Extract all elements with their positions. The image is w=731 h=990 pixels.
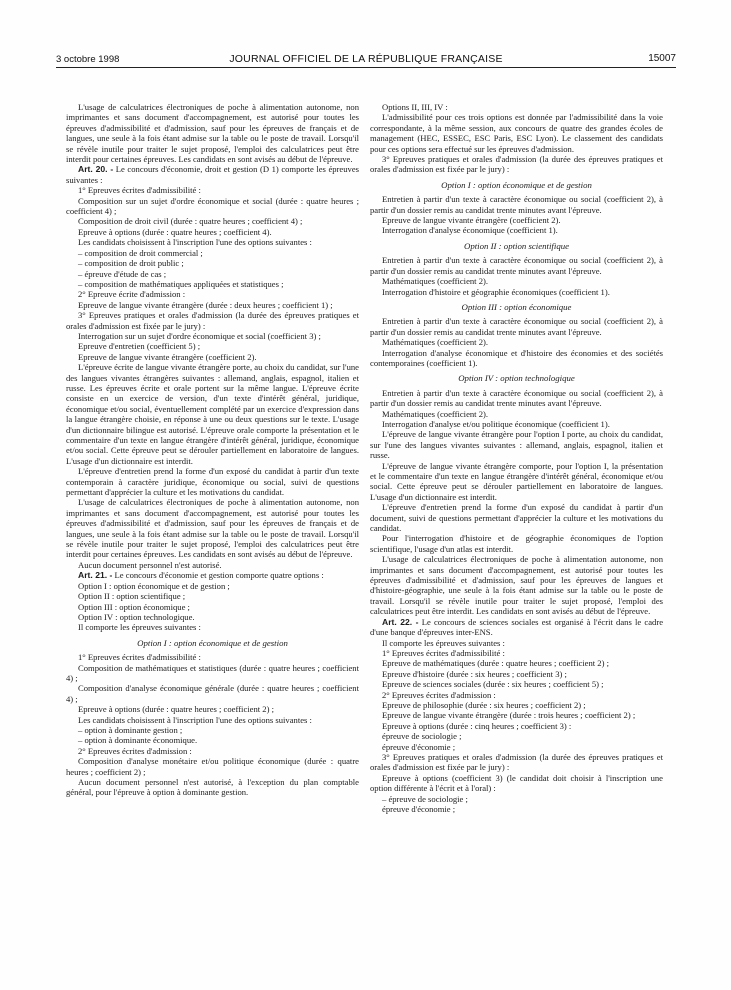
paragraph: – option à dominante gestion ; bbox=[78, 724, 183, 735]
paragraph: Aucun document personnel n'est autorisé, à l'exception du plan comptable général, pour l'épreuve à option à dominante gestion. bbox=[66, 777, 359, 798]
paragraph: Il comporte les épreuves suivantes : bbox=[78, 622, 201, 633]
section-heading: Option I : option économique et de gestion bbox=[441, 179, 592, 190]
section-heading: Option II : option scientifique bbox=[463, 240, 570, 251]
paragraph: Epreuve de mathématiques (durée : quatre heures ; coefficient 2) ; bbox=[382, 658, 609, 669]
paragraph: Option II : option scientifique ; bbox=[78, 591, 186, 602]
page-number: 15007 bbox=[648, 53, 676, 64]
paragraph: Interrogation sur un sujet d'ordre économique et social (coefficient 3) ; bbox=[78, 330, 321, 341]
paragraph: Epreuve à options (durée : quatre heures ; coefficient 4). bbox=[78, 226, 272, 237]
paragraph: 3° Epreuves pratiques et orales d'admission (la durée des épreuves pratiques et orales d'admission est fixée par le jury) : bbox=[370, 751, 663, 773]
journal-title: JOURNAL OFFICIEL DE LA RÉPUBLIQUE FRANÇAISE bbox=[229, 53, 503, 65]
paragraph: Epreuve de philosophie (durée : six heures ; coefficient 2) ; bbox=[382, 699, 586, 710]
paragraph: Composition de mathématiques et statistiques (durée : quatre heures ; coefficient 4) ; bbox=[66, 662, 359, 683]
paragraph: Options II, III, IV : bbox=[382, 102, 448, 112]
paragraph: Epreuve de langue vivante étrangère (coefficient 2). bbox=[78, 351, 257, 362]
paragraph: Entretien à partir d'un texte à caractère économique ou social (coefficient 2), à partir d'un dossier remis au candidat trente minutes avant l'épreuve. bbox=[370, 316, 663, 337]
paragraph: Interrogation d'analyse économique et d'histoire des économies et des sociétés contemporaines (coefficient 1). bbox=[370, 347, 663, 368]
paragraph: Entretien à partir d'un texte à caractère économique ou social (coefficient 2), à partir d'un dossier remis au candidat trente minutes avant l'épreuve. bbox=[370, 255, 663, 276]
paragraph: Epreuve de langue vivante étrangère (durée : trois heures ; coefficient 2) ; bbox=[382, 710, 636, 721]
article-paragraph bbox=[66, 164, 359, 185]
section-heading: Option IV : option technologique bbox=[458, 373, 575, 384]
paragraph: épreuve d'économie ; bbox=[382, 804, 456, 814]
paragraph: L'épreuve d'entretien prend la forme d'un exposé du candidat à partir d'un texte contemporain à caractère juridique, économique ou social, suivi de questions permettant d'apprécier la culture et les motivations du candidat. bbox=[66, 466, 359, 498]
paragraph: 2° Epreuves écrites d'admission : bbox=[382, 689, 496, 700]
paragraph: L'usage de calculatrices électroniques de poche à alimentation autonome, non imprimantes et sans document d'accompagnement, est autorisé pour toutes les épreuves d'admissibilité et d'admission, sauf pour les épreuves de français et de langues, une seule à la fois étant admise sur la table ou le poste de travail. Lorsqu'il se révèle inutile pour traiter le sujet proposé, l'emploi des calculatrices peut être interdit pour certaines épreuves. Les candidats en sont avisés au début de l'épreuve. bbox=[66, 102, 359, 165]
right-column bbox=[370, 102, 663, 960]
paragraph: Epreuve de sciences sociales (durée : six heures ; coefficient 5) ; bbox=[382, 679, 604, 690]
paragraph: Mathématiques (coefficient 2). bbox=[382, 276, 489, 287]
section-heading: Option I : option économique et de gestion bbox=[137, 637, 288, 648]
paragraph: Aucun document personnel n'est autorisé. bbox=[78, 559, 222, 570]
paragraph: – composition de droit public ; bbox=[78, 258, 184, 269]
paragraph: 2° Epreuves écrites d'admission : bbox=[78, 745, 192, 756]
paragraph: L'épreuve de langue vivante étrangère pour l'option I porte, au choix du candidat, sur l'une des langues vivantes suivantes : allemand, anglais, espagnol, italien et russe. bbox=[370, 429, 663, 461]
page-header bbox=[56, 52, 676, 68]
paragraph: Mathématiques (coefficient 2). bbox=[382, 408, 489, 419]
article-number: Art. 21. - bbox=[78, 570, 113, 581]
paragraph: – composition de mathématiques appliquées et statistiques ; bbox=[78, 278, 284, 289]
paragraph: Epreuve à options (durée : quatre heures ; coefficient 2) ; bbox=[78, 704, 274, 715]
paragraph: Composition sur un sujet d'ordre économique et social (durée : quatre heures ; coefficient 4) ; bbox=[66, 195, 359, 217]
article-text: Le concours d'économie et gestion comporte quatre options : bbox=[112, 570, 324, 581]
paragraph: Les candidats choisissent à l'inscription l'une des options suivantes : bbox=[78, 237, 312, 248]
paragraph: Entretien à partir d'un texte à caractère économique ou social (coefficient 2), à partir d'un dossier remis au candidat trente minutes avant l'épreuve. bbox=[370, 387, 663, 409]
paragraph: 3° Epreuves pratiques et orales d'admission (la durée des épreuves pratiques et orales d'admission est fixée par le jury) : bbox=[66, 310, 359, 331]
paragraph: 2° Epreuve écrite d'admission : bbox=[78, 289, 186, 300]
paragraph: Interrogation d'analyse et/ou politique économique (coefficient 1). bbox=[382, 418, 610, 429]
paragraph: Il comporte les épreuves suivantes : bbox=[382, 637, 505, 648]
paragraph: Epreuve à options (durée : cinq heures ; coefficient 3) : bbox=[382, 720, 572, 731]
paragraph: Epreuve de langue vivante étrangère (durée : deux heures ; coefficient 1) ; bbox=[78, 299, 333, 310]
paragraph: Interrogation d'histoire et géographie économiques (coefficient 1). bbox=[382, 286, 610, 297]
paragraph: Les candidats choisissent à l'inscription l'une des options suivantes : bbox=[78, 714, 312, 725]
paragraph: 3° Epreuves pratiques et orales d'admission (la durée des épreuves pratiques et orales d'admission est fixée par le jury) : bbox=[370, 154, 663, 175]
paragraph: – épreuve de sociologie ; bbox=[382, 793, 468, 804]
paragraph: L'épreuve de langue vivante étrangère comporte, pour l'option I, la présentation et le commentaire d'un texte en langue étrangère d'intérêt général, économique et/ou social. Cette épreuve peut se dérouler partiellement en laboratoire de langues. L'usage d'un dictionnaire est interdit. bbox=[370, 460, 663, 502]
paragraph: Composition d'analyse monétaire et/ou politique économique (durée : quatre heures ; coefficient 2) ; bbox=[66, 756, 359, 777]
paragraph: Option III : option économique ; bbox=[78, 601, 190, 612]
paragraph: Epreuve de langue vivante étrangère (coefficient 2). bbox=[382, 215, 561, 226]
paragraph: épreuve de sociologie ; bbox=[382, 731, 462, 742]
article-number: Art. 20. - bbox=[78, 164, 114, 175]
article-text: Le concours d'économie, droit et gestion (D 1) comporte les épreuves suivantes : bbox=[66, 164, 359, 185]
paragraph: Option IV : option technologique. bbox=[78, 611, 195, 622]
paragraph: L'usage de calculatrices électroniques de poche à alimentation autonome, non imprimantes et sans document d'accompagnement, est autorisé pour toutes les épreuves d'admissibilité et d'admission, sauf pour les épreuves de langues et d'histoire-géographie, une seule à la fois étant admise sur la table ou le poste de travail. Lorsqu'il se révèle inutile pour traiter le sujet proposé, l'emploi des calculatrices peut être interdit. Les candidats en sont avisés au début de l'épreuve. bbox=[370, 554, 663, 617]
section-heading: Option III : option économique bbox=[461, 301, 572, 312]
paragraph: Mathématiques (coefficient 2). bbox=[382, 337, 489, 348]
paragraph: Interrogation d'analyse économique (coefficient 1). bbox=[382, 225, 558, 236]
paragraph: Epreuve à options (coefficient 3) (le candidat doit choisir à l'inscription une option différente à l'écrit et à l'oral) : bbox=[370, 772, 663, 794]
paragraph: 1° Epreuves écrites d'admissibilité : bbox=[78, 652, 201, 663]
paragraph: Composition d'analyse économique générale (durée : quatre heures ; coefficient 4) ; bbox=[66, 683, 359, 704]
article-text: Le concours de sciences sociales est organisé à l'écrit dans le cadre d'une banque d'épreuves inter-ENS. bbox=[370, 616, 663, 638]
article-number: Art. 22. - bbox=[382, 616, 419, 627]
article-paragraph bbox=[370, 617, 663, 638]
paragraph: Pour l'interrogation d'histoire et de géographie économiques de l'option scientifique, l'usage d'un atlas est interdit. bbox=[370, 533, 663, 554]
paragraph: Composition de droit civil (durée : quatre heures ; coefficient 4) ; bbox=[78, 216, 303, 227]
header-date: 3 octobre 1998 bbox=[56, 54, 120, 65]
paragraph: L'épreuve d'entretien prend la forme d'un exposé du candidat à partir d'un document, suivi de questions permettant d'apprécier la culture et les motivations du candidat. bbox=[370, 502, 663, 534]
paragraph: épreuve d'économie ; bbox=[382, 741, 456, 752]
left-column bbox=[66, 102, 359, 960]
paragraph: 1° Epreuves écrites d'admissibilité : bbox=[382, 647, 505, 658]
paragraph: 1° Epreuves écrites d'admissibilité : bbox=[78, 185, 201, 196]
paragraph: L'épreuve écrite de langue vivante étrangère porte, au choix du candidat, sur l'une des langues vivantes étrangères suivantes : allemand, anglais, espagnol, italien et russe. Les épreuves écrite et orale portent sur la même langue. L'épreuve écrite consiste en un exercice de version, d'un texte d'intérêt général, juridique, économique et/ou social, éventuellement complété par un exercice d'expression dans la langue étrangère choisie, en réponse à une ou deux questions sur le texte. L'usage d'un dictionnaire bilingue est autorisé. L'épreuve orale comporte la présentation et le commentaire d'un texte en langue étrangère d'intérêt général, juridique, économique et/ou social. Cette épreuve peut se dérouler partiellement en laboratoire de langues. L'usage d'un dictionnaire est interdit. bbox=[66, 362, 359, 466]
header-rule bbox=[56, 67, 676, 68]
paragraph: – épreuve d'étude de cas ; bbox=[78, 268, 167, 279]
paragraph: Entretien à partir d'un texte à caractère économique ou social (coefficient 2), à partir d'un dossier remis au candidat trente minutes avant l'épreuve. bbox=[370, 194, 663, 215]
paragraph: – option à dominante économique. bbox=[78, 735, 198, 746]
paragraph: L'usage de calculatrices électroniques de poche à alimentation autonome, non imprimantes et sans document d'accompagnement, est autorisé pour toutes les épreuves d'admissibilité et d'admission, sauf pour les épreuves de français et de langues, une seule à la fois étant admise sur la table ou le poste de travail. Lorsqu'il se révèle inutile pour traiter le sujet proposé, l'emploi des calculatrices peut être interdit pour certaines épreuves. Les candidats en sont avisés au début de l'épreuve. bbox=[66, 497, 359, 560]
paragraph: L'admissibilité pour ces trois options est donnée par l'admissibilité dans la voie correspondante, à la même session, aux concours de quatre des grandes écoles de management (HEC, ESSEC, ESC Paris, ESC Lyon). Le classement des candidats pour ces options sera effectué sur les épreuves d'admission. bbox=[370, 112, 663, 154]
paragraph: Epreuve d'entretien (coefficient 5) ; bbox=[78, 341, 201, 352]
paragraph: Epreuve d'histoire (durée : six heures ; coefficient 3) ; bbox=[382, 668, 567, 679]
paragraph: – composition de droit commercial ; bbox=[78, 247, 203, 258]
article-paragraph bbox=[66, 570, 359, 580]
paragraph: Option I : option économique et de gestion ; bbox=[78, 580, 230, 591]
